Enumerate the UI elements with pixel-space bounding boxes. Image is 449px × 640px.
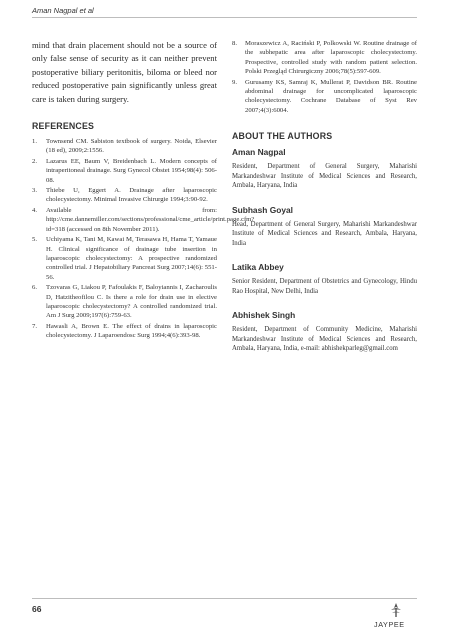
author-block xyxy=(232,205,417,249)
reference-number: 2. xyxy=(32,157,38,165)
author-name: Latika Abbey xyxy=(232,262,284,273)
reference-text: Lazarus EE, Baum V, Breidenbach L. Modern concepts of intraperitoneal drainage. Surg Gynecol Obstet 1954;98(4): 506-08. xyxy=(46,157,217,184)
author-block xyxy=(232,262,417,296)
author-affiliation: Resident, Department of Community Medicine, Maharishi Markandeshwar Institute of Medical Sciences and Research, Ambala, Haryana, India, e-mail: abhishekparleg@gmail.com xyxy=(232,326,417,353)
reference-text: Available from: http://cme.dannemiller.com/sections/professional/cme_article/print.page.cfm?id=318 (accessed on 8th November 2011). xyxy=(46,206,255,233)
reference-number: 1. xyxy=(32,138,38,146)
reference-item xyxy=(32,322,217,341)
reference-number: 8. xyxy=(232,40,238,47)
author-block xyxy=(232,147,417,191)
publisher-name: JAYPEE xyxy=(374,620,405,629)
reference-number: 9. xyxy=(232,78,238,86)
intro-paragraph: mind that drain placement should not be a source of only false sense of security as it can neither prevent postoperative biliary peritonitis, biloma or bleed nor reduced postoperative pain significantly unless great care is taken during surgery. xyxy=(32,40,217,104)
author-affiliation: Resident, Department of General Surgery, Maharishi Markandeshwar Institute of Medical Sciences and Research, Ambala, Haryana, India xyxy=(232,163,417,190)
footer-divider xyxy=(32,598,417,599)
reference-item xyxy=(232,39,417,77)
reference-number: 4. xyxy=(32,206,38,214)
reference-text: Townsend CM. Sabiston textbook of surgery. Noida, Elsevier (18 ed), 2009;2:1556. xyxy=(46,138,217,155)
reference-number: 3. xyxy=(32,187,38,195)
reference-number: 6. xyxy=(32,284,38,292)
reference-text: Moraszewicz A, Raciński P, Polkowski W. Routine drainage of the subhepatic area after laparoscopic cholecystectomy. Prospective, controlled study with random patient selection. Polski Przegląd Chirurgiczny 2006;78(5):597-609. xyxy=(245,40,417,76)
author-affiliation: Senior Resident, Department of Obstetrics and Gynecology, Hindu Rao Hospital, New Delhi, India xyxy=(232,278,417,295)
references-heading: REFERENCES xyxy=(32,121,95,132)
reference-item xyxy=(32,137,217,156)
references-list-continued xyxy=(232,39,417,115)
author-block xyxy=(232,310,417,354)
reference-item xyxy=(32,186,217,205)
reference-text: Tzovaras G, Liakou P, Fafoulakis F, Baloyiannis I, Zacharoulis D, Hatzitheofilou C. Is there a role for drain use in elective laparoscopic cholecystectomy? A controlled randomized trial. Am J Surg 2009;197(6):759-63. xyxy=(46,284,217,320)
page-number: 66 xyxy=(32,604,42,614)
reference-number: 7. xyxy=(32,322,38,330)
reference-item xyxy=(232,78,417,116)
author-affiliation: Head, Department of General Surgery, Maharishi Markandeshwar Institute of Medical Sciences and Research, Ambala, Haryana, India xyxy=(232,220,417,247)
reference-item xyxy=(32,283,217,321)
reference-item xyxy=(32,157,217,185)
reference-text: Hawasli A, Brown E. The effect of drains in laparoscopic cholecystectomy. J Laparoendosc Surg 1994;4(6):393-98. xyxy=(46,322,217,340)
about-authors-heading: ABOUT THE AUTHORS xyxy=(232,131,333,142)
header-divider xyxy=(32,17,417,18)
publisher-logo xyxy=(374,602,418,630)
reference-number: 5. xyxy=(32,236,38,244)
reference-text: Uchiyama K, Tani M, Kawai M, Terasawa H, Hama T, Yamaue H. Clinical significance of drainage tube insertion in laparoscopic cholecystectomy: A prospective randomized controlled trial. J Hepatobiliary Pancreat Surg 2007;14(6): 551-56. xyxy=(46,236,217,281)
reference-item xyxy=(32,235,217,282)
right-column xyxy=(232,39,417,354)
author-name: Aman Nagpal xyxy=(232,147,286,158)
reference-text: Gurusamy KS, Samraj K, Mullerat P, Davidson BR. Routine abdominal drainage for uncomplicated laparoscopic cholecystectomy. Cochrane Database of Syst Rev 2007;4(3):6004. xyxy=(245,78,417,114)
running-head: Aman Nagpal et al xyxy=(32,6,94,15)
author-name: Abhishek Singh xyxy=(232,310,296,321)
reference-item xyxy=(32,206,255,234)
jaypee-logo-icon xyxy=(388,602,404,618)
left-column xyxy=(32,39,255,342)
reference-text: Thiebe U, Eggert A. Drainage after laparoscopic cholecystectomy. Minimal Invasive Chirurgie 1994;3:90-92. xyxy=(46,187,217,204)
references-list xyxy=(32,137,255,341)
author-name: Subhash Goyal xyxy=(232,204,293,215)
